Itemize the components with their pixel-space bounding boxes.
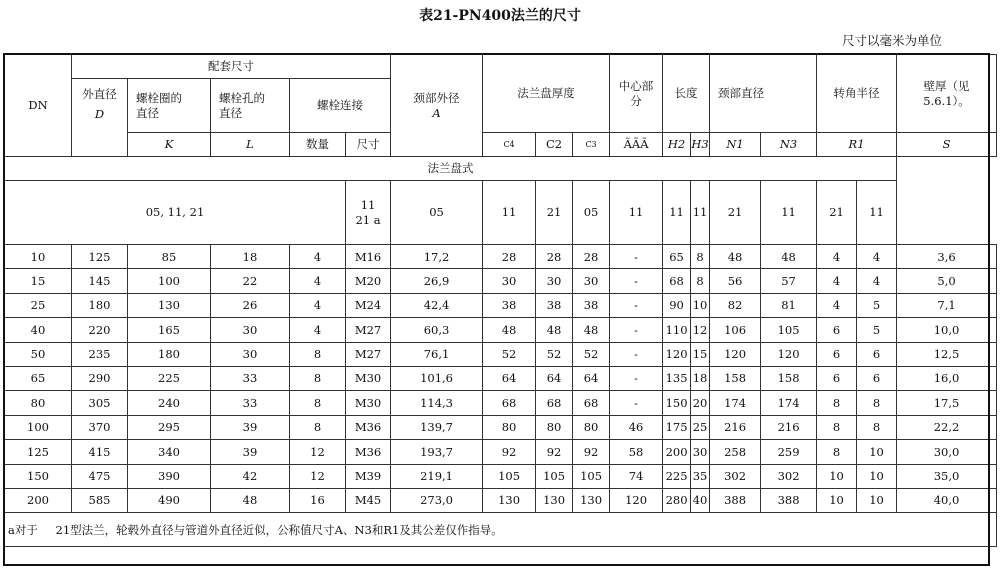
cell-r1a: 10 xyxy=(817,488,857,512)
cell-l: 39 xyxy=(211,440,290,464)
table-title: 表21-PN400法兰的尺寸 xyxy=(419,8,581,24)
cell-k: 390 xyxy=(128,464,211,488)
cell-r1b: 8 xyxy=(857,391,897,415)
cell-d: 475 xyxy=(72,464,128,488)
cell-h3: 15 xyxy=(691,342,710,366)
cell-size: M27 xyxy=(346,342,391,366)
types-neck-od xyxy=(346,181,391,245)
cell-k: 165 xyxy=(128,318,211,342)
cell-r1b: 5 xyxy=(857,293,897,317)
header-mating-dimensions: 配套尺寸 xyxy=(72,55,391,79)
cell-r1a: 4 xyxy=(817,293,857,317)
cell-d: 305 xyxy=(72,391,128,415)
header-r1: R1 xyxy=(817,133,897,157)
cell-qty: 8 xyxy=(290,415,346,439)
cell-l: 30 xyxy=(211,318,290,342)
cell-k: 100 xyxy=(128,269,211,293)
header-neck-od xyxy=(391,55,483,157)
cell-center: - xyxy=(610,342,663,366)
cell-h2: 280 xyxy=(663,488,691,512)
types-h2: 11 xyxy=(610,181,663,245)
header-length: 长度 xyxy=(663,55,710,133)
footnote xyxy=(5,513,997,547)
table-row xyxy=(5,318,997,342)
cell-center: - xyxy=(610,391,663,415)
cell-h3: 40 xyxy=(691,488,710,512)
cell-h3: 20 xyxy=(691,391,710,415)
cell-a: 101,6 xyxy=(391,366,483,390)
cell-r1b: 8 xyxy=(857,415,897,439)
cell-k: 180 xyxy=(128,342,211,366)
cell-qty: 4 xyxy=(290,269,346,293)
cell-dn: 10 xyxy=(5,245,72,269)
cell-c4: 48 xyxy=(483,318,536,342)
cell-size: M24 xyxy=(346,293,391,317)
cell-qty: 4 xyxy=(290,318,346,342)
cell-s: 16,0 xyxy=(897,366,997,390)
cell-n1: 56 xyxy=(710,269,761,293)
header-n3: N3 xyxy=(761,133,817,157)
cell-qty: 16 xyxy=(290,488,346,512)
unit-note: 尺寸以毫米为单位 xyxy=(841,33,942,48)
cell-size: M30 xyxy=(346,366,391,390)
cell-l: 42 xyxy=(211,464,290,488)
cell-r1a: 8 xyxy=(817,415,857,439)
types-neck-od-line2: 21 a xyxy=(355,212,381,227)
cell-h2: 110 xyxy=(663,318,691,342)
cell-k: 240 xyxy=(128,391,211,415)
cell-size: M20 xyxy=(346,269,391,293)
types-c4: 05 xyxy=(391,181,483,245)
cell-center: 120 xyxy=(610,488,663,512)
cell-qty: 8 xyxy=(290,391,346,415)
cell-n3: 216 xyxy=(761,415,817,439)
header-c2: C2 xyxy=(536,133,573,157)
header-bolt-circle: 螺栓圈的直径 xyxy=(128,79,211,133)
header-l-symbol: L xyxy=(211,133,290,157)
types-r1a: 11 xyxy=(761,181,817,245)
types-s: 11 xyxy=(857,181,897,245)
cell-a: 76,1 xyxy=(391,342,483,366)
cell-r1a: 8 xyxy=(817,391,857,415)
types-n1: 11 xyxy=(691,181,710,245)
cell-n3: 174 xyxy=(761,391,817,415)
cell-size: M27 xyxy=(346,318,391,342)
cell-h3: 8 xyxy=(691,269,710,293)
cell-r1b: 10 xyxy=(857,464,897,488)
header-bolt-hole: 螺栓孔的直径 xyxy=(211,79,290,133)
cell-s: 3,6 xyxy=(897,245,997,269)
cell-size: M16 xyxy=(346,245,391,269)
cell-l: 48 xyxy=(211,488,290,512)
header-outer-diameter xyxy=(72,79,128,157)
cell-a: 139,7 xyxy=(391,415,483,439)
cell-n3: 120 xyxy=(761,342,817,366)
header-neck-od-symbol: A xyxy=(432,105,441,120)
cell-a: 114,3 xyxy=(391,391,483,415)
cell-s: 40,0 xyxy=(897,488,997,512)
cell-center: - xyxy=(610,293,663,317)
cell-l: 30 xyxy=(211,342,290,366)
cell-r1b: 5 xyxy=(857,318,897,342)
cell-h3: 25 xyxy=(691,415,710,439)
cell-c3: 92 xyxy=(573,440,610,464)
cell-s: 35,0 xyxy=(897,464,997,488)
cell-n3: 259 xyxy=(761,440,817,464)
header-qty: 数量 xyxy=(290,133,346,157)
cell-h2: 225 xyxy=(663,464,691,488)
types-neck-od-line1: 11 xyxy=(360,198,376,213)
cell-r1a: 10 xyxy=(817,464,857,488)
cell-c3: 64 xyxy=(573,366,610,390)
cell-c4: 64 xyxy=(483,366,536,390)
cell-n3: 81 xyxy=(761,293,817,317)
cell-n1: 174 xyxy=(710,391,761,415)
cell-h2: 65 xyxy=(663,245,691,269)
table-row xyxy=(5,415,997,439)
cell-center: - xyxy=(610,318,663,342)
cell-dn: 100 xyxy=(5,415,72,439)
header-h3: H3 xyxy=(691,133,710,157)
cell-r1b: 4 xyxy=(857,269,897,293)
header-outer-diameter-symbol: D xyxy=(94,107,105,122)
cell-qty: 4 xyxy=(290,245,346,269)
cell-n3: 388 xyxy=(761,488,817,512)
cell-a: 219,1 xyxy=(391,464,483,488)
cell-n1: 302 xyxy=(710,464,761,488)
types-c3: 21 xyxy=(536,181,573,245)
header-c4: C4 xyxy=(483,133,536,157)
cell-c2: 38 xyxy=(536,293,573,317)
header-c3: C3 xyxy=(573,133,610,157)
flange-dimensions-table xyxy=(4,54,997,547)
cell-a: 193,7 xyxy=(391,440,483,464)
table-row xyxy=(5,366,997,390)
header-center-symbol: ÃÃÃ xyxy=(610,133,663,157)
table-row xyxy=(5,488,997,512)
cell-dn: 200 xyxy=(5,488,72,512)
cell-n3: 57 xyxy=(761,269,817,293)
cell-c2: 64 xyxy=(536,366,573,390)
cell-s: 17,5 xyxy=(897,391,997,415)
cell-qty: 4 xyxy=(290,293,346,317)
cell-dn: 65 xyxy=(5,366,72,390)
header-bolting: 螺栓连接 xyxy=(290,79,391,133)
cell-c3: 28 xyxy=(573,245,610,269)
cell-s: 7,1 xyxy=(897,293,997,317)
cell-s: 10,0 xyxy=(897,318,997,342)
cell-qty: 8 xyxy=(290,366,346,390)
cell-n1: 216 xyxy=(710,415,761,439)
cell-d: 585 xyxy=(72,488,128,512)
header-neck-diameter: 颈部直径 xyxy=(710,55,817,133)
cell-s: 30,0 xyxy=(897,440,997,464)
cell-n1: 82 xyxy=(710,293,761,317)
cell-n1: 120 xyxy=(710,342,761,366)
cell-k: 295 xyxy=(128,415,211,439)
cell-a: 17,2 xyxy=(391,245,483,269)
header-center: 中心部分 xyxy=(610,55,663,133)
cell-c4: 92 xyxy=(483,440,536,464)
cell-size: M30 xyxy=(346,391,391,415)
cell-n1: 388 xyxy=(710,488,761,512)
cell-c3: 130 xyxy=(573,488,610,512)
cell-dn: 15 xyxy=(5,269,72,293)
cell-k: 340 xyxy=(128,440,211,464)
types-c2: 11 xyxy=(483,181,536,245)
cell-r1b: 6 xyxy=(857,342,897,366)
header-size: 尺寸 xyxy=(346,133,391,157)
cell-h2: 90 xyxy=(663,293,691,317)
cell-center: 58 xyxy=(610,440,663,464)
cell-c2: 52 xyxy=(536,342,573,366)
cell-r1b: 6 xyxy=(857,366,897,390)
cell-l: 22 xyxy=(211,269,290,293)
cell-h2: 200 xyxy=(663,440,691,464)
cell-c2: 68 xyxy=(536,391,573,415)
cell-d: 235 xyxy=(72,342,128,366)
cell-qty: 12 xyxy=(290,440,346,464)
table-row xyxy=(5,245,997,269)
types-n3: 21 xyxy=(710,181,761,245)
cell-dn: 80 xyxy=(5,391,72,415)
cell-c3: 52 xyxy=(573,342,610,366)
types-h3: 11 xyxy=(663,181,691,245)
cell-dn: 150 xyxy=(5,464,72,488)
cell-l: 33 xyxy=(211,366,290,390)
cell-h2: 120 xyxy=(663,342,691,366)
cell-h2: 175 xyxy=(663,415,691,439)
table-row xyxy=(5,391,997,415)
header-n1: N1 xyxy=(710,133,761,157)
types-r1b: 21 xyxy=(817,181,857,245)
cell-c3: 68 xyxy=(573,391,610,415)
cell-r1a: 8 xyxy=(817,440,857,464)
cell-center: - xyxy=(610,269,663,293)
cell-a: 273,0 xyxy=(391,488,483,512)
table-row xyxy=(5,269,997,293)
cell-n1: 158 xyxy=(710,366,761,390)
cell-a: 42,4 xyxy=(391,293,483,317)
cell-qty: 12 xyxy=(290,464,346,488)
table-row xyxy=(5,440,997,464)
cell-c2: 105 xyxy=(536,464,573,488)
header-dn: DN xyxy=(5,55,72,157)
cell-size: M36 xyxy=(346,415,391,439)
cell-r1a: 6 xyxy=(817,366,857,390)
footnote-marker: a对于 xyxy=(8,522,38,537)
header-flange-thickness: 法兰盘厚度 xyxy=(483,55,610,133)
cell-h3: 10 xyxy=(691,293,710,317)
cell-n3: 105 xyxy=(761,318,817,342)
cell-r1a: 6 xyxy=(817,318,857,342)
cell-n3: 158 xyxy=(761,366,817,390)
table-row xyxy=(5,342,997,366)
cell-size: M39 xyxy=(346,464,391,488)
cell-dn: 125 xyxy=(5,440,72,464)
cell-center: - xyxy=(610,366,663,390)
cell-c3: 30 xyxy=(573,269,610,293)
cell-r1b: 4 xyxy=(857,245,897,269)
cell-c3: 80 xyxy=(573,415,610,439)
cell-h2: 135 xyxy=(663,366,691,390)
cell-n3: 302 xyxy=(761,464,817,488)
footnote-text: 21型法兰，轮毂外直径与管道外直径近似，公称值尺寸A、N3和R1及其公差仅作指导。 xyxy=(55,522,503,537)
cell-c2: 30 xyxy=(536,269,573,293)
cell-k: 490 xyxy=(128,488,211,512)
types-center: 05 xyxy=(573,181,610,245)
cell-dn: 25 xyxy=(5,293,72,317)
header-k-symbol: K xyxy=(128,133,211,157)
cell-c4: 38 xyxy=(483,293,536,317)
cell-c3: 105 xyxy=(573,464,610,488)
cell-r1a: 4 xyxy=(817,269,857,293)
cell-dn: 40 xyxy=(5,318,72,342)
cell-n3: 48 xyxy=(761,245,817,269)
cell-h3: 12 xyxy=(691,318,710,342)
cell-c4: 105 xyxy=(483,464,536,488)
cell-qty: 8 xyxy=(290,342,346,366)
cell-k: 85 xyxy=(128,245,211,269)
cell-s: 12,5 xyxy=(897,342,997,366)
cell-c3: 38 xyxy=(573,293,610,317)
cell-center: 46 xyxy=(610,415,663,439)
cell-r1b: 10 xyxy=(857,488,897,512)
cell-size: M45 xyxy=(346,488,391,512)
cell-n1: 48 xyxy=(710,245,761,269)
cell-center: 74 xyxy=(610,464,663,488)
cell-size: M36 xyxy=(346,440,391,464)
cell-a: 26,9 xyxy=(391,269,483,293)
cell-d: 370 xyxy=(72,415,128,439)
cell-dn: 50 xyxy=(5,342,72,366)
header-wall-thickness: 壁厚（见5.6.1）。 xyxy=(897,55,997,133)
cell-d: 180 xyxy=(72,293,128,317)
cell-c4: 52 xyxy=(483,342,536,366)
cell-h2: 68 xyxy=(663,269,691,293)
cell-c4: 28 xyxy=(483,245,536,269)
cell-c4: 130 xyxy=(483,488,536,512)
cell-l: 18 xyxy=(211,245,290,269)
table-row xyxy=(5,293,997,317)
cell-n1: 106 xyxy=(710,318,761,342)
cell-h3: 35 xyxy=(691,464,710,488)
cell-c3: 48 xyxy=(573,318,610,342)
cell-c4: 68 xyxy=(483,391,536,415)
header-neck-od-label: 颈部外径 xyxy=(413,91,460,106)
cell-h3: 18 xyxy=(691,366,710,390)
header-s: S xyxy=(897,133,997,157)
types-mating: 05, 11, 21 xyxy=(5,181,346,245)
cell-h3: 8 xyxy=(691,245,710,269)
cell-d: 125 xyxy=(72,245,128,269)
header-flange-type: 法兰盘式 xyxy=(5,157,897,181)
cell-s: 22,2 xyxy=(897,415,997,439)
cell-l: 33 xyxy=(211,391,290,415)
header-outer-diameter-label: 外直径 xyxy=(82,87,117,101)
cell-s: 5,0 xyxy=(897,269,997,293)
cell-h3: 30 xyxy=(691,440,710,464)
cell-r1b: 10 xyxy=(857,440,897,464)
cell-d: 290 xyxy=(72,366,128,390)
cell-c2: 130 xyxy=(536,488,573,512)
cell-d: 415 xyxy=(72,440,128,464)
cell-k: 225 xyxy=(128,366,211,390)
cell-c4: 80 xyxy=(483,415,536,439)
header-corner-radius: 转角半径 xyxy=(817,55,897,133)
cell-a: 60,3 xyxy=(391,318,483,342)
table-row xyxy=(5,464,997,488)
cell-h2: 150 xyxy=(663,391,691,415)
cell-c2: 48 xyxy=(536,318,573,342)
cell-k: 130 xyxy=(128,293,211,317)
cell-n1: 258 xyxy=(710,440,761,464)
header-h2: H2 xyxy=(663,133,691,157)
cell-c4: 30 xyxy=(483,269,536,293)
cell-r1a: 4 xyxy=(817,245,857,269)
cell-l: 39 xyxy=(211,415,290,439)
cell-d: 145 xyxy=(72,269,128,293)
cell-c2: 80 xyxy=(536,415,573,439)
cell-c2: 92 xyxy=(536,440,573,464)
cell-c2: 28 xyxy=(536,245,573,269)
cell-r1a: 6 xyxy=(817,342,857,366)
cell-d: 220 xyxy=(72,318,128,342)
cell-center: - xyxy=(610,245,663,269)
cell-l: 26 xyxy=(211,293,290,317)
